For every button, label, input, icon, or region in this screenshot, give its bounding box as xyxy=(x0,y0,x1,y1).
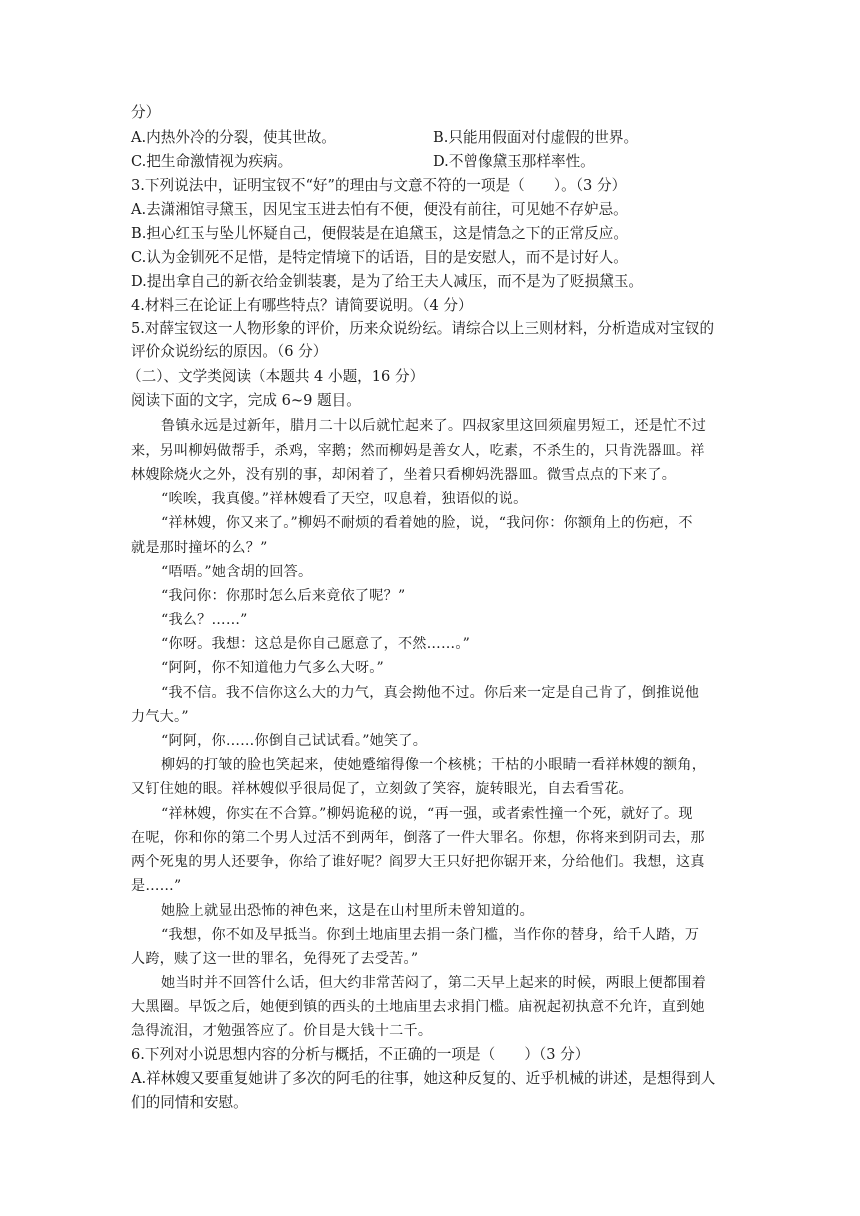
option-a: A.祥林嫂又要重复她讲了多次的阿毛的往事，她这种反复的、近乎机械的讲述，是想得到人 xyxy=(131,1070,716,1087)
passage-line: 又钉住她的眼。祥林嫂似乎很局促了，立刻敛了笑容，旋转眼光，自去看雪花。 xyxy=(131,781,634,797)
passage-line: 她脸上就显出恐怖的神色来，这是在山村里所未曾知道的。 xyxy=(161,903,534,919)
option-a-cont: 们的同情和安慰。 xyxy=(131,1094,248,1111)
option-a: A.内热外冷的分裂，使其世故。 xyxy=(131,129,336,146)
passage-line: “我想，你不如及早抵当。你到土地庙里去捐一条门槛，当作你的替身，给千人踏，万 xyxy=(161,927,700,943)
passage-line: 柳妈的打皱的脸也笑起来，使她蹙缩得像一个核桃；干枯的小眼睛一看祥林嫂的额角， xyxy=(161,757,707,773)
passage-line: 人跨，赎了这一世的罪名，免得死了去受苦。” xyxy=(131,951,419,967)
passage-line: “祥林嫂，你实在不合算。”柳妈诡秘的说，“再一强，或者索性撞一个死，就好了。现 xyxy=(161,806,693,822)
instruction: 阅读下面的文字，完成 6~9 题目。 xyxy=(131,392,361,409)
passage-line: 是……” xyxy=(131,878,182,894)
option-b: B.担心红玉与坠儿怀疑自己，便假装是在追黛玉，这是情急之下的正常反应。 xyxy=(131,225,628,242)
section-heading: （二）、文学类阅读（本题共 4 小题，16 分） xyxy=(127,368,425,385)
text-line: 分） xyxy=(131,104,161,121)
passage-line: 鲁镇永远是过新年，腊月二十以后就忙起来了。四叔家里这回须雇男短工，还是忙不过 xyxy=(161,418,707,434)
passage-line: 力气大。” xyxy=(131,709,189,725)
option-c: C.把生命激情视为疾病。 xyxy=(131,153,293,170)
question-5-cont: 评价众说纷纭的原因。（6 分） xyxy=(131,343,328,360)
passage-line: 她当时并不回答什么话，但大约非常苦闷了，第二天早上起来的时候，两眼上便都围着 xyxy=(161,975,707,991)
passage-line: 林嫂除烧火之外，没有别的事，却闲着了，坐着只看柳妈洗器皿。微雪点点的下来了。 xyxy=(131,467,677,483)
passage-line: 大黑圈。早饭之后，她便到镇的西头的土地庙里去求捐门槛。庙祝起初执意不允许，直到她 xyxy=(131,999,705,1015)
option-b: B.只能用假面对付虚假的世界。 xyxy=(433,129,639,146)
passage-line: “你呀。我想：这总是你自己愿意了，不然……。” xyxy=(161,636,471,652)
passage-line: 两个死鬼的男人还要争，你给了谁好呢？阎罗大王只好把你锯开来，分给他们。我想，这真 xyxy=(131,854,705,870)
question-5: 5.对薛宝钗这一人物形象的评价，历来众说纷纭。请综合以上三则材料，分析造成对宝钗的 xyxy=(131,320,715,337)
option-c: C.认为金钏死不足惜，是特定情境下的话语，目的是安慰人，而不是讨好人。 xyxy=(131,249,628,266)
question-4: 4.材料三在论证上有哪些特点？请简要说明。（4 分） xyxy=(131,297,473,314)
option-a: A.去潇湘馆寻黛玉，因见宝玉进去怕有不便，便没有前往，可见她不存妒忌。 xyxy=(131,201,628,218)
option-d: D.提出拿自己的新衣给金钏装裹，是为了给王夫人减压，而不是为了贬损黛玉。 xyxy=(131,273,644,290)
passage-line: “祥林嫂，你又来了。”柳妈不耐烦的看着她的脸，说，“我问你：你额角上的伤疤，不 xyxy=(161,515,693,531)
passage-line: “阿阿，你不知道他力气多么大呀。” xyxy=(161,660,385,676)
question-6: 6.下列对小说思想内容的分析与概括，不正确的一项是（ ）（3 分） xyxy=(131,1046,590,1063)
passage-line: 急得流泪，才勉强答应了。价目是大钱十二千。 xyxy=(131,1023,433,1039)
passage-line: “我么？……” xyxy=(161,612,248,628)
question-3: 3.下列说法中，证明宝钗不“好”的理由与文意不符的一项是（ ）。（3 分） xyxy=(131,177,627,194)
passage-line: “我不信。我不信你这么大的力气，真会拗他不过。你后来一定是自己肯了，倒推说他 xyxy=(161,685,700,701)
passage-line: “我问你：你那时怎么后来竟依了呢？” xyxy=(161,588,406,604)
passage-line: “唔唔。”她含胡的回答。 xyxy=(161,564,313,580)
passage-line: “唉唉，我真傻。”祥林嫂看了天空，叹息着，独语似的说。 xyxy=(161,491,528,507)
passage-line: 在呢，你和你的第二个男人过活不到两年，倒落了一件大罪名。你想，你将来到阴司去，那 xyxy=(131,830,705,846)
passage-line: 来，另叫柳妈做帮手，杀鸡，宰鹅；然而柳妈是善女人，吃素，不杀生的，只肯洗器皿。祥 xyxy=(131,443,705,459)
passage-line: “阿阿，你……你倒自己试试看。”她笑了。 xyxy=(161,733,428,749)
passage-line: 就是那时撞坏的么？” xyxy=(131,540,268,556)
option-d: D.不曾像黛玉那样率性。 xyxy=(433,153,595,170)
